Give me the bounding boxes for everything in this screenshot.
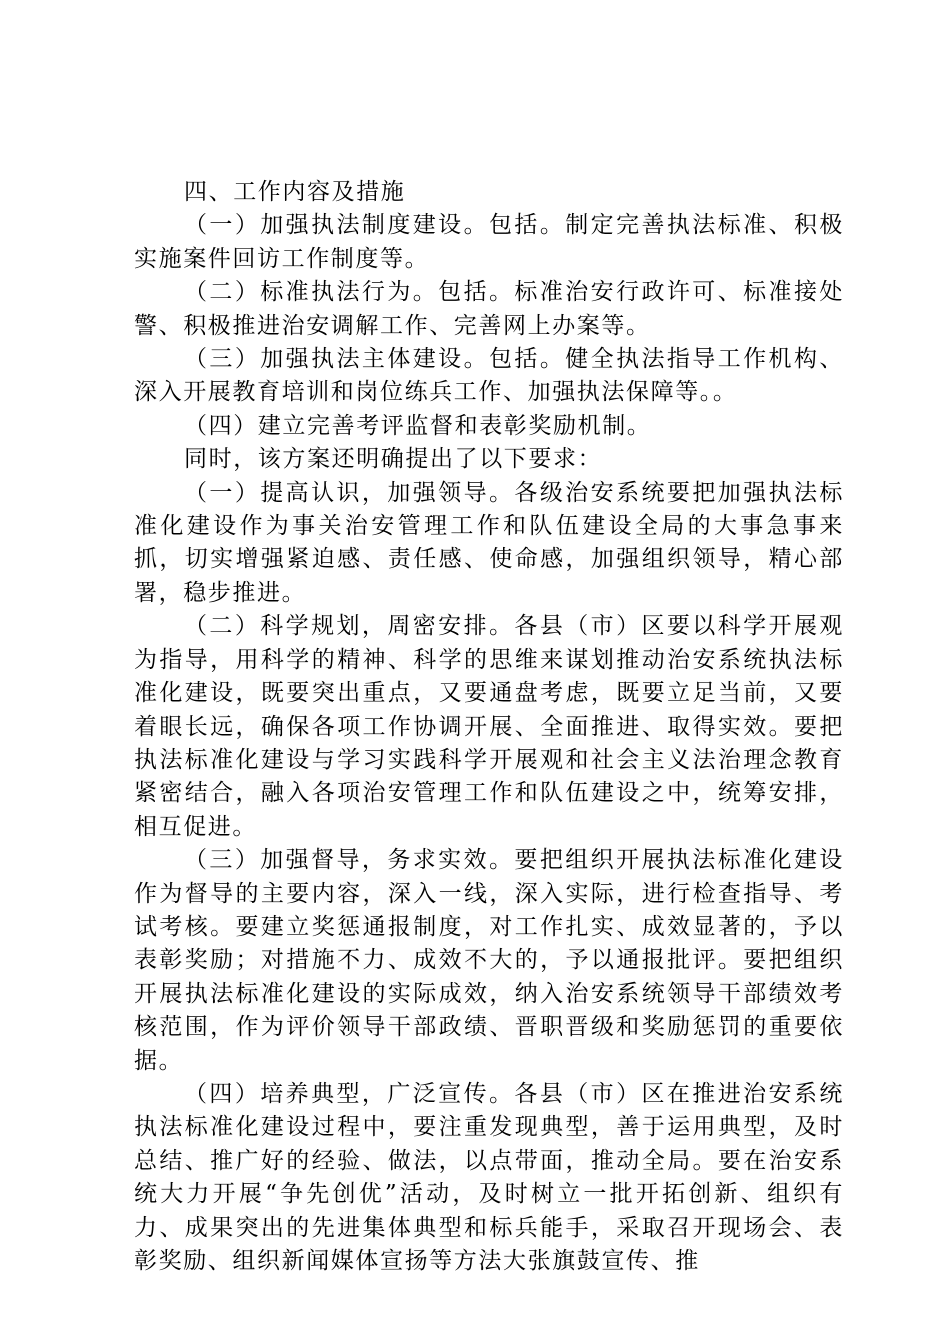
- paragraph: （三）加强督导，务求实效。要把组织开展执法标准化建设作为督导的主要内容，深入一线，深入实际，进行检查指导、考试考核。要建立奖惩通报制度，对工作扎实、成效显著的，予以表彰奖励；对措施不力、成效不大的，予以通报批评。要把组织开展执法标准化建设的实际成效，纳入治安系统领导干部绩效考核范围，作为评价领导干部政绩、晋职晋级和奖励惩罚的重要依据。: [134, 847, 844, 1074]
- paragraph: （一）提高认识，加强领导。各级治安系统要把加强执法标准化建设作为事关治安管理工作和队伍建设全局的大事急事来抓，切实增强紧迫感、责任感、使命感，加强组织领导，精心部署，稳步推进。: [134, 479, 844, 606]
- document-body: [134, 176, 844, 1278]
- paragraph: （三）加强执法主体建设。包括。健全执法指导工作机构、深入开展教育培训和岗位练兵工作、加强执法保障等。。: [134, 346, 844, 406]
- section-heading: 四、工作内容及措施: [184, 179, 406, 205]
- paragraph: 同时，该方案还明确提出了以下要求：: [184, 446, 603, 473]
- paragraph: （二）标准执法行为。包括。标准治安行政许可、标准接处警、积极推进治安调解工作、完善网上办案等。: [134, 279, 844, 339]
- paragraph: （四）建立完善考评监督和表彰奖励机制。: [184, 412, 652, 439]
- paragraph: （二）科学规划，周密安排。各县（市）区要以科学开展观为指导，用科学的精神、科学的思维来谋划推动治安系统执法标准化建设，既要突出重点，又要通盘考虑，既要立足当前，又要着眼长远，确保各项工作协调开展、全面推进、取得实效。要把执法标准化建设与学习实践科学开展观和社会主义法治理念教育紧密结合，融入各项治安管理工作和队伍建设之中，统筹安排，相互促进。: [134, 613, 844, 840]
- paragraph: （四）培养典型，广泛宣传。各县（市）区在推进治安系统执法标准化建设过程中，要注重发现典型，善于运用典型，及时总结、推广好的经验、做法，以点带面，推动全局。要在治安系统大力开展“争先创优”活动，及时树立一批开拓创新、组织有力、成果突出的先进集体典型和标兵能手，采取召开现场会、表彰奖励、组织新闻媒体宣扬等方法大张旗鼓宣传、推: [134, 1080, 844, 1274]
- paragraph: （一）加强执法制度建设。包括。制定完善执法标准、积极实施案件回访工作制度等。: [134, 212, 844, 272]
